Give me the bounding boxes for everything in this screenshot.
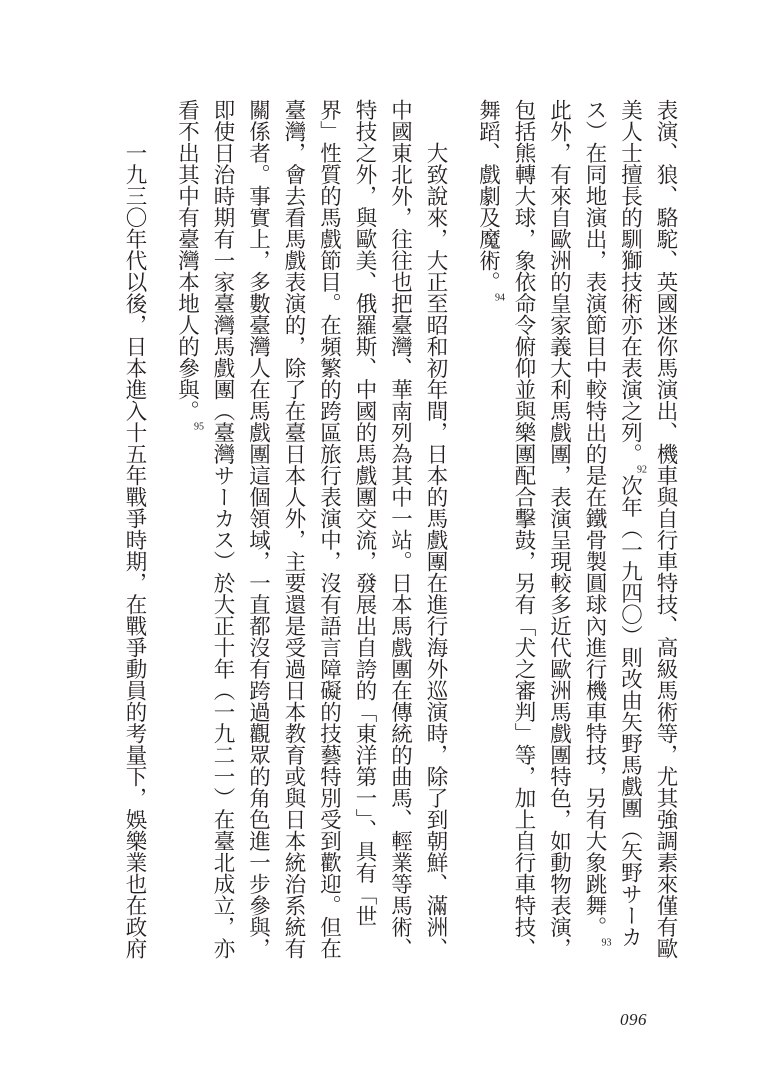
text-column — [541, 99, 577, 974]
text-column — [612, 99, 648, 974]
column-text: 包括熊轉大球，象依命令俯仰並與樂團配合擊鼓，另有「犬之審判」等，加上自行車特技、 — [511, 99, 536, 959]
column-text: 次年（一九四〇）則改由矢野馬戲團（矢野サーカ — [617, 474, 643, 948]
column-text: 看不出其中有臺灣本地人的參與。 — [174, 99, 200, 422]
column-text: 一九三〇年代以後，日本進入十五年戰爭時期，在戰爭動員的考量下，娛樂業也在政府 — [122, 142, 147, 959]
text-column — [470, 99, 506, 974]
text-column — [418, 99, 454, 974]
text-column — [117, 99, 153, 974]
column-text: 界」性質的馬戲節目。在頻繁的跨區旅行表演中，沒有語言障礙的技藝特別受到歡迎。但在 — [316, 99, 342, 959]
paragraph-2 — [169, 99, 453, 974]
paragraph-3 — [117, 99, 153, 974]
text-column — [169, 99, 205, 974]
text-column — [347, 99, 383, 974]
column-text: 即使日治時期有一家臺灣馬戲團（臺灣サーカス）於大正十年（一九二一）在臺北成立，亦 — [210, 99, 235, 959]
column-text: 中國東北外，往往也把臺灣、華南列為其中一站。日本馬戲團在傳統的曲馬、輕業等馬術、 — [387, 99, 413, 959]
column-text: 表演、狼、駱駝、英國迷你馬演出、機車與自行車特技、高級馬術等，尤其強調素來僅有歐 — [653, 99, 678, 959]
footnote-marker: 93 — [601, 937, 612, 948]
column-text: 舞蹈、戲劇及魔術。 — [475, 99, 501, 293]
text-column — [506, 99, 542, 974]
text-column — [382, 99, 418, 974]
column-text: 臺灣，會去看馬戲表演的，除了在臺日本人外，主要還是受過日本教育或與日本統治系統有 — [281, 99, 306, 959]
column-text: 關係者。事實上，多數臺灣人在馬戲團這個領域，一直都沒有跨過觀眾的角色進一步參與， — [245, 99, 271, 959]
text-column — [577, 99, 613, 974]
text-column — [240, 99, 276, 974]
footnote-marker: 95 — [194, 421, 204, 432]
page-body-text — [0, 99, 683, 974]
page-number: 096 — [620, 1010, 647, 1029]
footnote-marker: 92 — [637, 464, 647, 475]
text-column — [276, 99, 312, 974]
text-column — [648, 99, 684, 974]
column-text: ス）在同地演出，表演節目中較特出的是在鐵骨製圓球內進行機車特技，另有大象跳舞。 — [582, 99, 607, 938]
paragraph-1 — [470, 99, 683, 974]
column-text: 特技之外，與歐美、俄羅斯、中國的馬戲團交流，發展出自誇的「東洋第一」、具有「世 — [352, 99, 377, 927]
text-column — [205, 99, 241, 974]
text-column — [311, 99, 347, 974]
column-text: 大致說來，大正至昭和初年間，日本的馬戲團在進行海外巡演時，除了到朝鮮、滿洲、 — [423, 142, 448, 959]
footnote-marker: 94 — [495, 292, 505, 303]
column-text: 此外，有來自歐洲的皇家義大利馬戲團，表演呈現較多近代歐洲馬戲團特色，如動物表演， — [546, 99, 572, 959]
column-text: 美人士擅長的馴獅技術亦在表演之列。 — [617, 99, 643, 465]
